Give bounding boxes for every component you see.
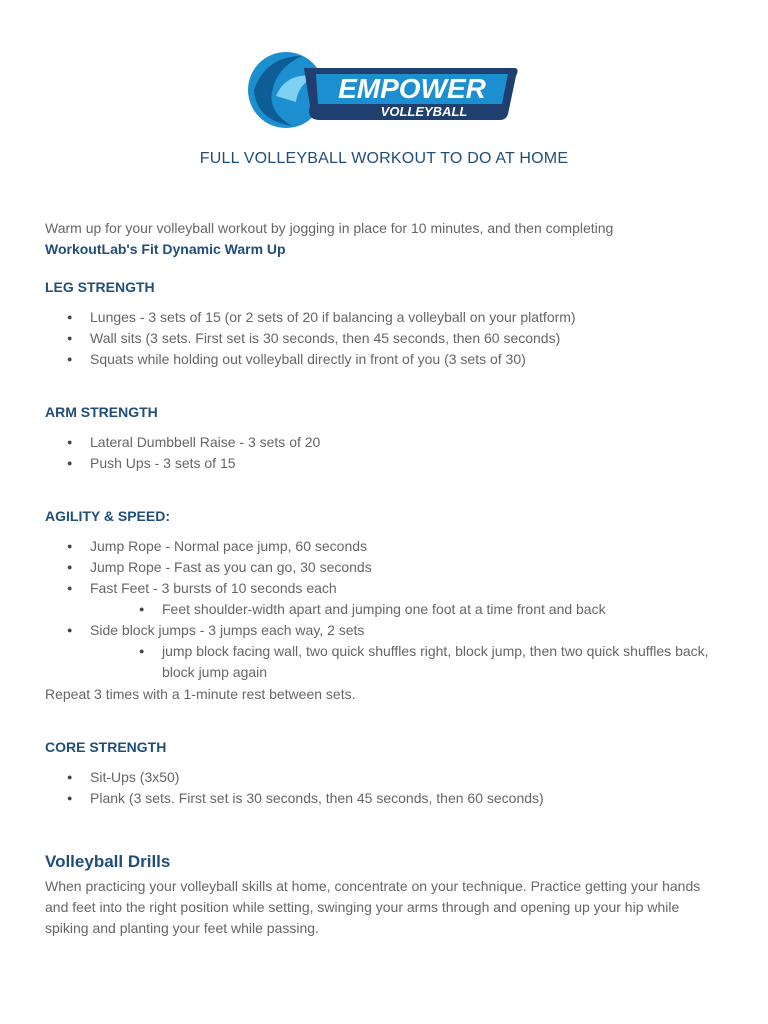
repeat-note: Repeat 3 times with a 1-minute rest between sets. bbox=[45, 686, 356, 702]
agility-speed-heading: AGILITY & SPEED: bbox=[45, 508, 170, 524]
intro-paragraph bbox=[45, 218, 735, 260]
list-item: ● Plank (3 sets. First set is 30 seconds, then 45 seconds, then 60 seconds) bbox=[0, 788, 730, 809]
sub-list-item: ● jump block facing wall, two quick shuffles right, block jump, then two quick shuffles back, block jump again bbox=[0, 641, 722, 683]
list-item: ● Fast Feet - 3 bursts of 10 seconds each bbox=[0, 578, 730, 599]
logo-sub-text: VOLLEYBALL bbox=[380, 104, 468, 119]
core-strength-heading: CORE STRENGTH bbox=[45, 739, 167, 755]
empower-volleyball-logo bbox=[246, 46, 522, 132]
leg-strength-heading: LEG STRENGTH bbox=[45, 279, 155, 295]
list-item: ● Wall sits (3 sets. First set is 30 seconds, then 45 seconds, then 60 seconds) bbox=[0, 328, 730, 349]
arm-strength-list bbox=[0, 432, 730, 474]
volleyball-drills-paragraph: When practicing your volleyball skills at home, concentrate on your technique. Practice getting your hands and feet into the right position while setting, swinging your arms through and opening up your hip while spiking and planting your feet while passing. bbox=[45, 878, 701, 936]
list-item: ● Side block jumps - 3 jumps each way, 2 sets bbox=[0, 620, 730, 641]
logo-brand-text: EMPOWER bbox=[338, 73, 486, 104]
agility-speed-list bbox=[0, 536, 730, 683]
page-title: FULL VOLLEYBALL WORKOUT TO DO AT HOME bbox=[199, 150, 569, 167]
volleyball-drills-heading: Volleyball Drills bbox=[45, 852, 171, 871]
sub-list-item: ● Feet shoulder-width apart and jumping one foot at a time front and back bbox=[0, 599, 722, 620]
list-item: ● Squats while holding out volleyball directly in front of you (3 sets of 30) bbox=[0, 349, 730, 370]
leg-strength-list bbox=[0, 307, 730, 370]
intro-text: Warm up for your volleyball workout by jogging in place for 10 minutes, and then completing bbox=[45, 220, 614, 236]
list-item: ● Lateral Dumbbell Raise - 3 sets of 20 bbox=[0, 432, 730, 453]
list-item: ● Sit-Ups (3x50) bbox=[0, 767, 730, 788]
list-item: ● Push Ups - 3 sets of 15 bbox=[0, 453, 730, 474]
list-item: ● Jump Rope - Fast as you can go, 30 seconds bbox=[0, 557, 730, 578]
list-item: ● Lunges - 3 sets of 15 (or 2 sets of 20 if balancing a volleyball on your platform) bbox=[0, 307, 730, 328]
list-item: ● Jump Rope - Normal pace jump, 60 seconds bbox=[0, 536, 730, 557]
core-strength-list bbox=[0, 767, 730, 809]
arm-strength-heading: ARM STRENGTH bbox=[45, 404, 158, 420]
warm-up-link[interactable]: WorkoutLab's Fit Dynamic Warm Up bbox=[45, 241, 286, 257]
